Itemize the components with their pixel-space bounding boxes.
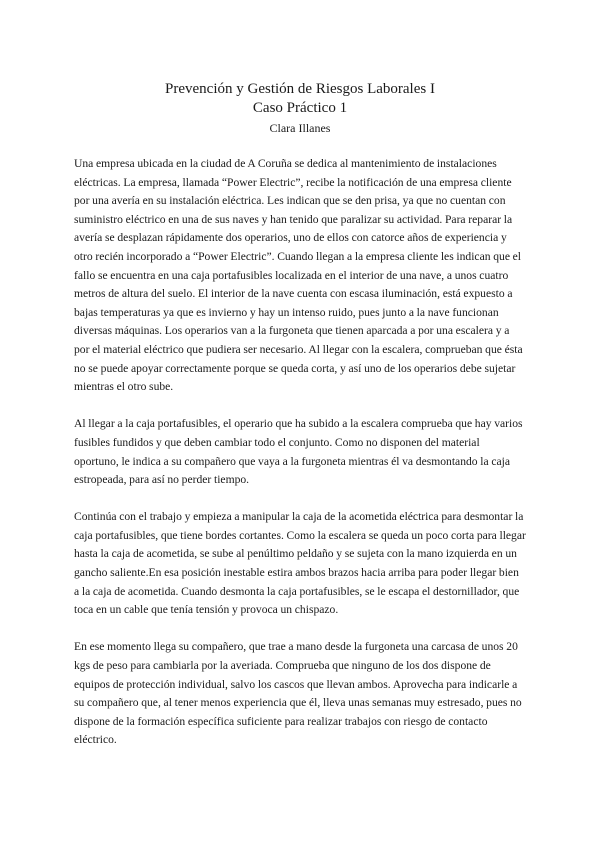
document-subtitle: Caso Práctico 1 <box>252 100 348 116</box>
paragraph-3: Continúa con el trabajo y empieza a manipular la caja de la acometida eléctrica para desmontar la caja portafusibles, que tiene bordes cortantes. Como la escalera se queda un poco corta para llegar hasta la caja de acometida, se sube al penúltimo peldaño y se sujeta con la mano izquierda en un gancho saliente.En esa posición inestable estira ambos brazos hacia arriba para poder llegar bien a la caja de acometida. Cuando desmonta la caja portafusibles, se le escapa el destornillador, que toca en un cable que tenía tensión y provoca un chispazo. <box>74 510 526 617</box>
document-body <box>74 155 526 750</box>
document-header <box>74 80 526 136</box>
paragraph-2: Al llegar a la caja portafusibles, el operario que ha subido a la escalera comprueba que hay varios fusibles fundidos y que deben cambiar todo el conjunto. Como no disponen del material oportuno, le indica a su compañero que vaya a la furgoneta mientras él va desmontando la caja estropeada, para así no perder tiempo. <box>74 417 523 487</box>
document-author: Clara Illanes <box>269 121 331 135</box>
paragraph-4: En ese momento llega su compañero, que trae a mano desde la furgoneta una carcasa de unos 20 kgs de peso para cambiarla por la averiada. Comprueba que ninguno de los dos dispone de equipos de protección individual, salvo los cascos que llevan ambos. Aprovecha para indicarle a su compañero que, al tener menos experiencia que él, lleva unas semanas muy estresado, pues no dispone de la formación específica suficiente para realizar trabajos con riesgo de contacto eléctrico. <box>74 640 522 747</box>
document-title: Prevención y Gestión de Riesgos Laborales I <box>165 81 435 97</box>
paragraph-1: Una empresa ubicada en la ciudad de A Coruña se dedica al mantenimiento de instalaciones eléctricas. La empresa, llamada “Power Electric”, recibe la notificación de una empresa cliente por una avería en su instalación eléctrica. Les indican que se den prisa, ya que no cuentan con suministro eléctrico en una de sus naves y han tenido que paralizar su actividad. Para reparar la avería se desplazan rápidamente dos operarios, uno de ellos con catorce años de experiencia y otro recién incorporado a “Power Electric”. Cuando llegan a la empresa cliente les indican que el fallo se encuentra en una caja portafusibles localizada en el interior de una nave, a unos cuatro metros de altura del suelo. El interior de la nave cuenta con escasa iluminación, está expuesto a bajas temperaturas ya que es invierno y hay un intenso ruido, pues junto a la nave funcionan diversas máquinas. Los operarios van a la furgoneta que tienen aparcada a por una escalera y a por el material eléctrico que pudiera ser necesario. Al llegar con la escalera, comprueban que ésta no se puede apoyar correctamente porque se queda corta, y así uno de los operarios debe sujetar mientras el otro sube. <box>74 157 523 394</box>
